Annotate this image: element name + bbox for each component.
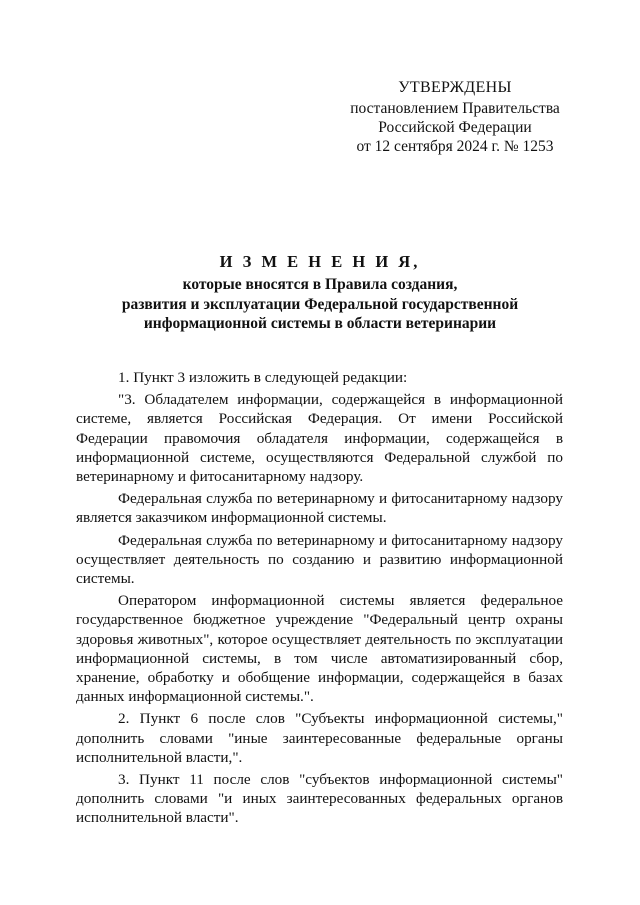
subtitle-line: информационной системы в области ветеринарии	[143, 315, 497, 332]
approval-date-line: от 12 сентября 2024 г. № 1253	[356, 138, 554, 155]
body-paragraph: 1. Пункт 3 изложить в следующей редакции:	[118, 369, 408, 386]
subtitle-line: которые вносятся в Правила создания,	[182, 276, 458, 293]
body-paragraph: 2. Пункт 6 после слов "Субъекты информационной системы," дополнить словами "иные заинтересованные федеральные органы исполнительной власти,".	[76, 710, 563, 766]
approval-line: постановлением Правительства	[350, 100, 560, 117]
body-paragraph: "3. Обладателем информации, содержащейся в информационной системе, является Российская Федерация. От имени Российской Федерации правомочия обладателя информации, содержащейся в информационной системе, осуществляются Федеральной службой по ветеринарному и фитосанитарному надзору.	[76, 391, 563, 486]
document-subtitle	[70, 275, 570, 334]
approval-line: Российской Федерации	[378, 119, 532, 136]
body-paragraph: Федеральная служба по ветеринарному и фитосанитарному надзору осуществляет деятельность по созданию и развитию информационной системы.	[76, 531, 563, 588]
body-paragraph: Оператором информационной системы является федеральное государственное бюджетное учреждение "Федеральный центр охраны здоровья животных", которое осуществляет деятельность по эксплуатации информационной системы, в том числе автоматизированный сбор, хранение, обработку и обобщение информации, содержащейся в базах данных информационной системы.".	[76, 592, 563, 706]
document-title: И З М Е Н Е Н И Я,	[219, 252, 421, 271]
approval-heading: УТВЕРЖДЕНЫ	[398, 79, 512, 96]
subtitle-line: развития и эксплуатации Федеральной государственной	[121, 295, 519, 313]
document-body	[76, 368, 563, 831]
body-paragraph: 3. Пункт 11 после слов "субъектов информационной системы" дополнить словами "и иных заинтересованных федеральных органов исполнительной власти".	[76, 771, 563, 827]
body-paragraph: Федеральная служба по ветеринарному и фитосанитарному надзору является заказчиком информационной системы.	[76, 490, 563, 527]
approval-block	[330, 78, 580, 156]
